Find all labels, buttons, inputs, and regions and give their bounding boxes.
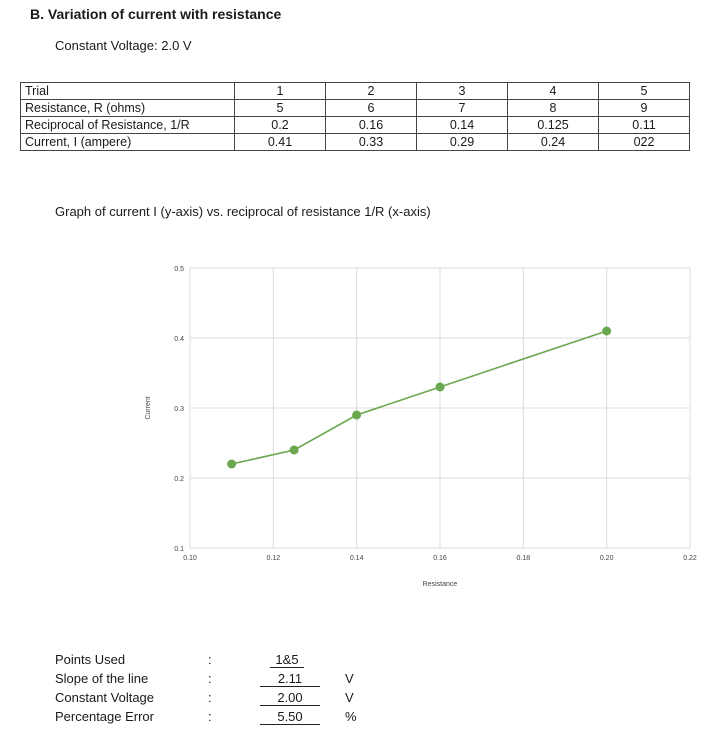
x-tick-label: 0.22 — [683, 555, 697, 562]
summary-label: Points Used — [55, 652, 126, 667]
row-label: Resistance, R (ohms) — [21, 100, 235, 117]
data-point — [352, 411, 361, 420]
x-axis-label: Resistance — [422, 581, 458, 588]
summary-label: Constant Voltage — [55, 690, 155, 705]
table-cell: 0.33 — [326, 134, 417, 151]
table-cell: 2 — [326, 83, 417, 100]
data-point — [290, 446, 299, 455]
y-tick-label: 0.1 — [174, 546, 184, 553]
summary-value: 5.50 — [260, 709, 320, 725]
table-cell: 7 — [417, 100, 508, 117]
table-cell: 0.125 — [508, 117, 599, 134]
table-cell: 5 — [235, 100, 326, 117]
table-cell: 022 — [599, 134, 690, 151]
summary-colon: : — [208, 652, 212, 667]
table-cell: 4 — [508, 83, 599, 100]
summary-label: Slope of the line — [55, 671, 149, 686]
table-cell: 1 — [235, 83, 326, 100]
row-label: Trial — [21, 83, 235, 100]
table-cell: 9 — [599, 100, 690, 117]
summary-unit: V — [345, 671, 354, 686]
summary-value: 2.11 — [260, 671, 320, 687]
summary-colon: : — [208, 690, 212, 705]
x-tick-label: 0.12 — [266, 555, 281, 562]
summary-label: Percentage Error — [55, 709, 154, 724]
y-axis-label: Current — [145, 396, 152, 420]
row-label: Reciprocal of Resistance, 1/R — [21, 117, 235, 134]
y-tick-label: 0.3 — [174, 406, 184, 413]
section-heading: B. Variation of current with resistance — [30, 6, 282, 22]
table-cell: 6 — [326, 100, 417, 117]
summary-colon: : — [208, 671, 212, 686]
table-cell: 5 — [599, 83, 690, 100]
table-cell: 0.11 — [599, 117, 690, 134]
table-cell: 0.41 — [235, 134, 326, 151]
table-cell: 3 — [417, 83, 508, 100]
table-cell: 0.24 — [508, 134, 599, 151]
y-tick-label: 0.4 — [174, 336, 184, 343]
table-cell: 0.14 — [417, 117, 508, 134]
constant-voltage-text: Constant Voltage: 2.0 V — [55, 38, 192, 53]
summary-unit: % — [345, 709, 357, 724]
table-cell: 0.29 — [417, 134, 508, 151]
data-point — [602, 327, 611, 336]
row-label: Current, I (ampere) — [21, 134, 235, 151]
table-cell: 0.2 — [235, 117, 326, 134]
x-tick-label: 0.10 — [183, 555, 197, 562]
y-tick-label: 0.2 — [174, 476, 184, 483]
summary-value: 2.00 — [260, 690, 320, 706]
summary-unit: V — [345, 690, 354, 705]
graph-title: Graph of current I (y-axis) vs. reciprocal of resistance 1/R (x-axis) — [55, 204, 431, 219]
series-line — [232, 331, 607, 464]
y-tick-label: 0.5 — [174, 266, 184, 273]
x-tick-label: 0.16 — [433, 555, 447, 562]
summary-colon: : — [208, 709, 212, 724]
summary-value: 1&5 — [270, 652, 304, 668]
table-cell: 0.16 — [326, 117, 417, 134]
table-cell: 8 — [508, 100, 599, 117]
data-point — [227, 460, 236, 469]
x-tick-label: 0.20 — [599, 555, 614, 562]
data-point — [436, 383, 445, 392]
x-tick-label: 0.18 — [516, 555, 531, 562]
x-tick-label: 0.14 — [349, 555, 364, 562]
